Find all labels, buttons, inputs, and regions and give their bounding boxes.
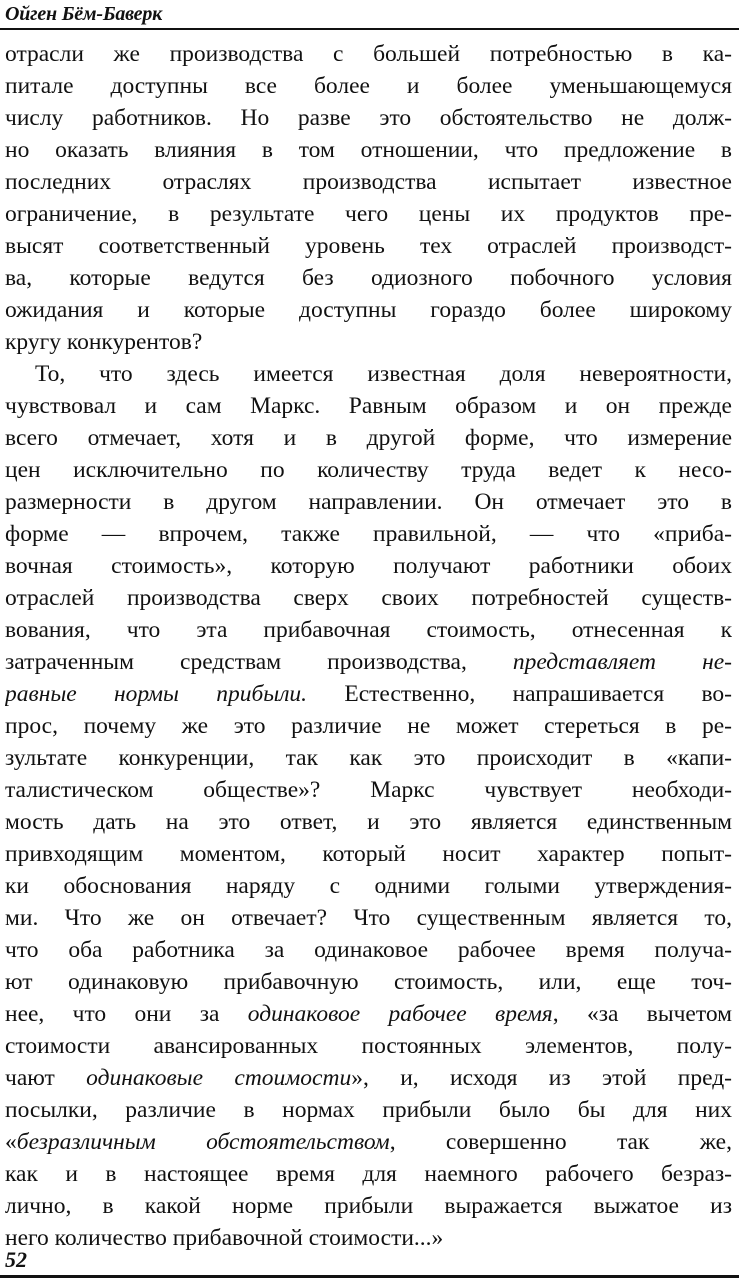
text-segment: « [5,1129,17,1155]
text-segment: лично, в какой норме прибыли выражается выжатое из [5,1193,732,1219]
text-segment: отрасли же производства с большей потребностью в ка- [5,41,732,67]
text-line [5,1222,732,1254]
text-segment: зультате конкуренции, так как это происходит в «капи- [5,745,732,771]
text-line [5,614,732,646]
emphasis-text: равные нормы прибыли. [5,681,308,707]
text-segment: отраслей производства сверх своих потребностей существ- [5,585,732,611]
text-segment: числу работников. Но разве это обстоятельство не долж- [5,105,732,131]
text-line [5,198,732,230]
text-segment: вочная стоимость», которую получают работники обоих [5,553,732,579]
text-segment: талистическом обществе»? Маркс чувствует необходи- [5,777,732,803]
text-segment: посылки, различие в нормах прибыли было бы для них [5,1097,732,1123]
text-line [5,1126,732,1158]
text-line [5,166,732,198]
text-segment: кругу конкурентов? [5,329,203,355]
text-segment: ва, которые ведутся без одиозного побочного условия [5,265,732,291]
text-segment: нее, что они за [5,1001,248,1027]
emphasis-text: безразличным обстоятельством [16,1129,390,1155]
text-segment: чают [5,1065,87,1091]
paragraph [5,38,732,358]
text-segment: вования, что эта прибавочная стоимость, отнесенная к [5,617,732,643]
text-line [5,262,732,294]
text-segment: затраченным средствам производства, [5,649,513,675]
text-line [5,358,732,390]
text-line [5,422,732,454]
text-segment: высят соответственный уровень тех отраслей производст- [5,233,732,259]
text-line [5,486,732,518]
text-segment: форме — впрочем, также правильной, — что «приба- [5,521,732,547]
text-line [5,550,732,582]
text-segment: То, что здесь имеется известная доля невероятности, [35,361,732,387]
text-segment: ми. Что же он отвечает? Что существенным является то, [5,905,732,931]
text-segment: питале доступны все более и более уменьшающемуся [5,73,732,99]
text-segment: но оказать влияния в том отношении, что предложение в [5,137,732,163]
text-segment: », и, исходя из этой пред- [351,1065,732,1091]
text-line [5,390,732,422]
text-segment: всего отмечает, хотя и в другой форме, что измерение [5,425,732,451]
text-segment: , «за вычетом [552,1001,732,1027]
running-header: Ойген Бём-Баверк [5,3,163,25]
text-line [5,230,732,262]
text-line [5,902,732,934]
emphasis-text: представляет не- [512,649,732,675]
text-line [5,102,732,134]
page-number: 52 [5,1247,27,1272]
text-line [5,1094,732,1126]
text-line [5,710,732,742]
text-line [5,678,732,710]
text-segment: ки обоснования наряду с одними голыми утверждения- [5,873,732,899]
text-segment: прос, почему же это различие не может стереться в ре- [5,713,732,739]
text-segment: последних отраслях производства испытает известное [5,169,732,195]
text-line [5,326,732,358]
text-line [5,1030,732,1062]
text-segment: размерности в другом направлении. Он отмечает это в [5,489,732,515]
text-line [5,646,732,678]
text-line [5,934,732,966]
body-text [5,38,732,1254]
text-line [5,1190,732,1222]
text-segment: как и в настоящее время для наемного рабочего безраз- [5,1161,732,1187]
text-segment: мость дать на это ответ, и это является единственным [5,809,732,835]
text-segment: Естественно, напрашивается во- [307,681,732,707]
text-segment: , совершенно так же, [389,1129,732,1155]
text-segment: что оба работника за одинаковое рабочее время получа- [5,937,732,963]
emphasis-text: одинаковое рабочее время [247,1001,553,1027]
text-segment: ожидания и которые доступны гораздо более широкому [5,297,732,323]
header-rule [0,28,739,30]
emphasis-text: одинаковые стоимости [86,1065,352,1091]
paragraph [5,358,732,1254]
footer-rule [0,1275,739,1278]
text-line [5,134,732,166]
text-line [5,966,732,998]
text-line [5,454,732,486]
text-line [5,774,732,806]
text-line [5,998,732,1030]
text-segment: ограничение, в результате чего цены их продуктов пре- [5,201,732,227]
text-line [5,742,732,774]
text-line [5,38,732,70]
text-line [5,1158,732,1190]
text-line [5,70,732,102]
text-segment: стоимости авансированных постоянных элементов, полу- [5,1033,732,1059]
text-segment: ют одинаковую прибавочную стоимость, или, еще точ- [5,969,732,995]
text-line [5,806,732,838]
text-segment: цен исключительно по количеству труда ведет к несо- [5,457,732,483]
text-segment: него количество прибавочной стоимости...» [5,1225,444,1251]
text-line [5,582,732,614]
text-line [5,870,732,902]
text-line [5,518,732,550]
text-line [5,838,732,870]
text-line [5,1062,732,1094]
text-segment: привходящим моментом, который носит характер попыт- [5,841,732,867]
text-segment: чувствовал и сам Маркс. Равным образом и он прежде [5,393,732,419]
text-line [5,294,732,326]
